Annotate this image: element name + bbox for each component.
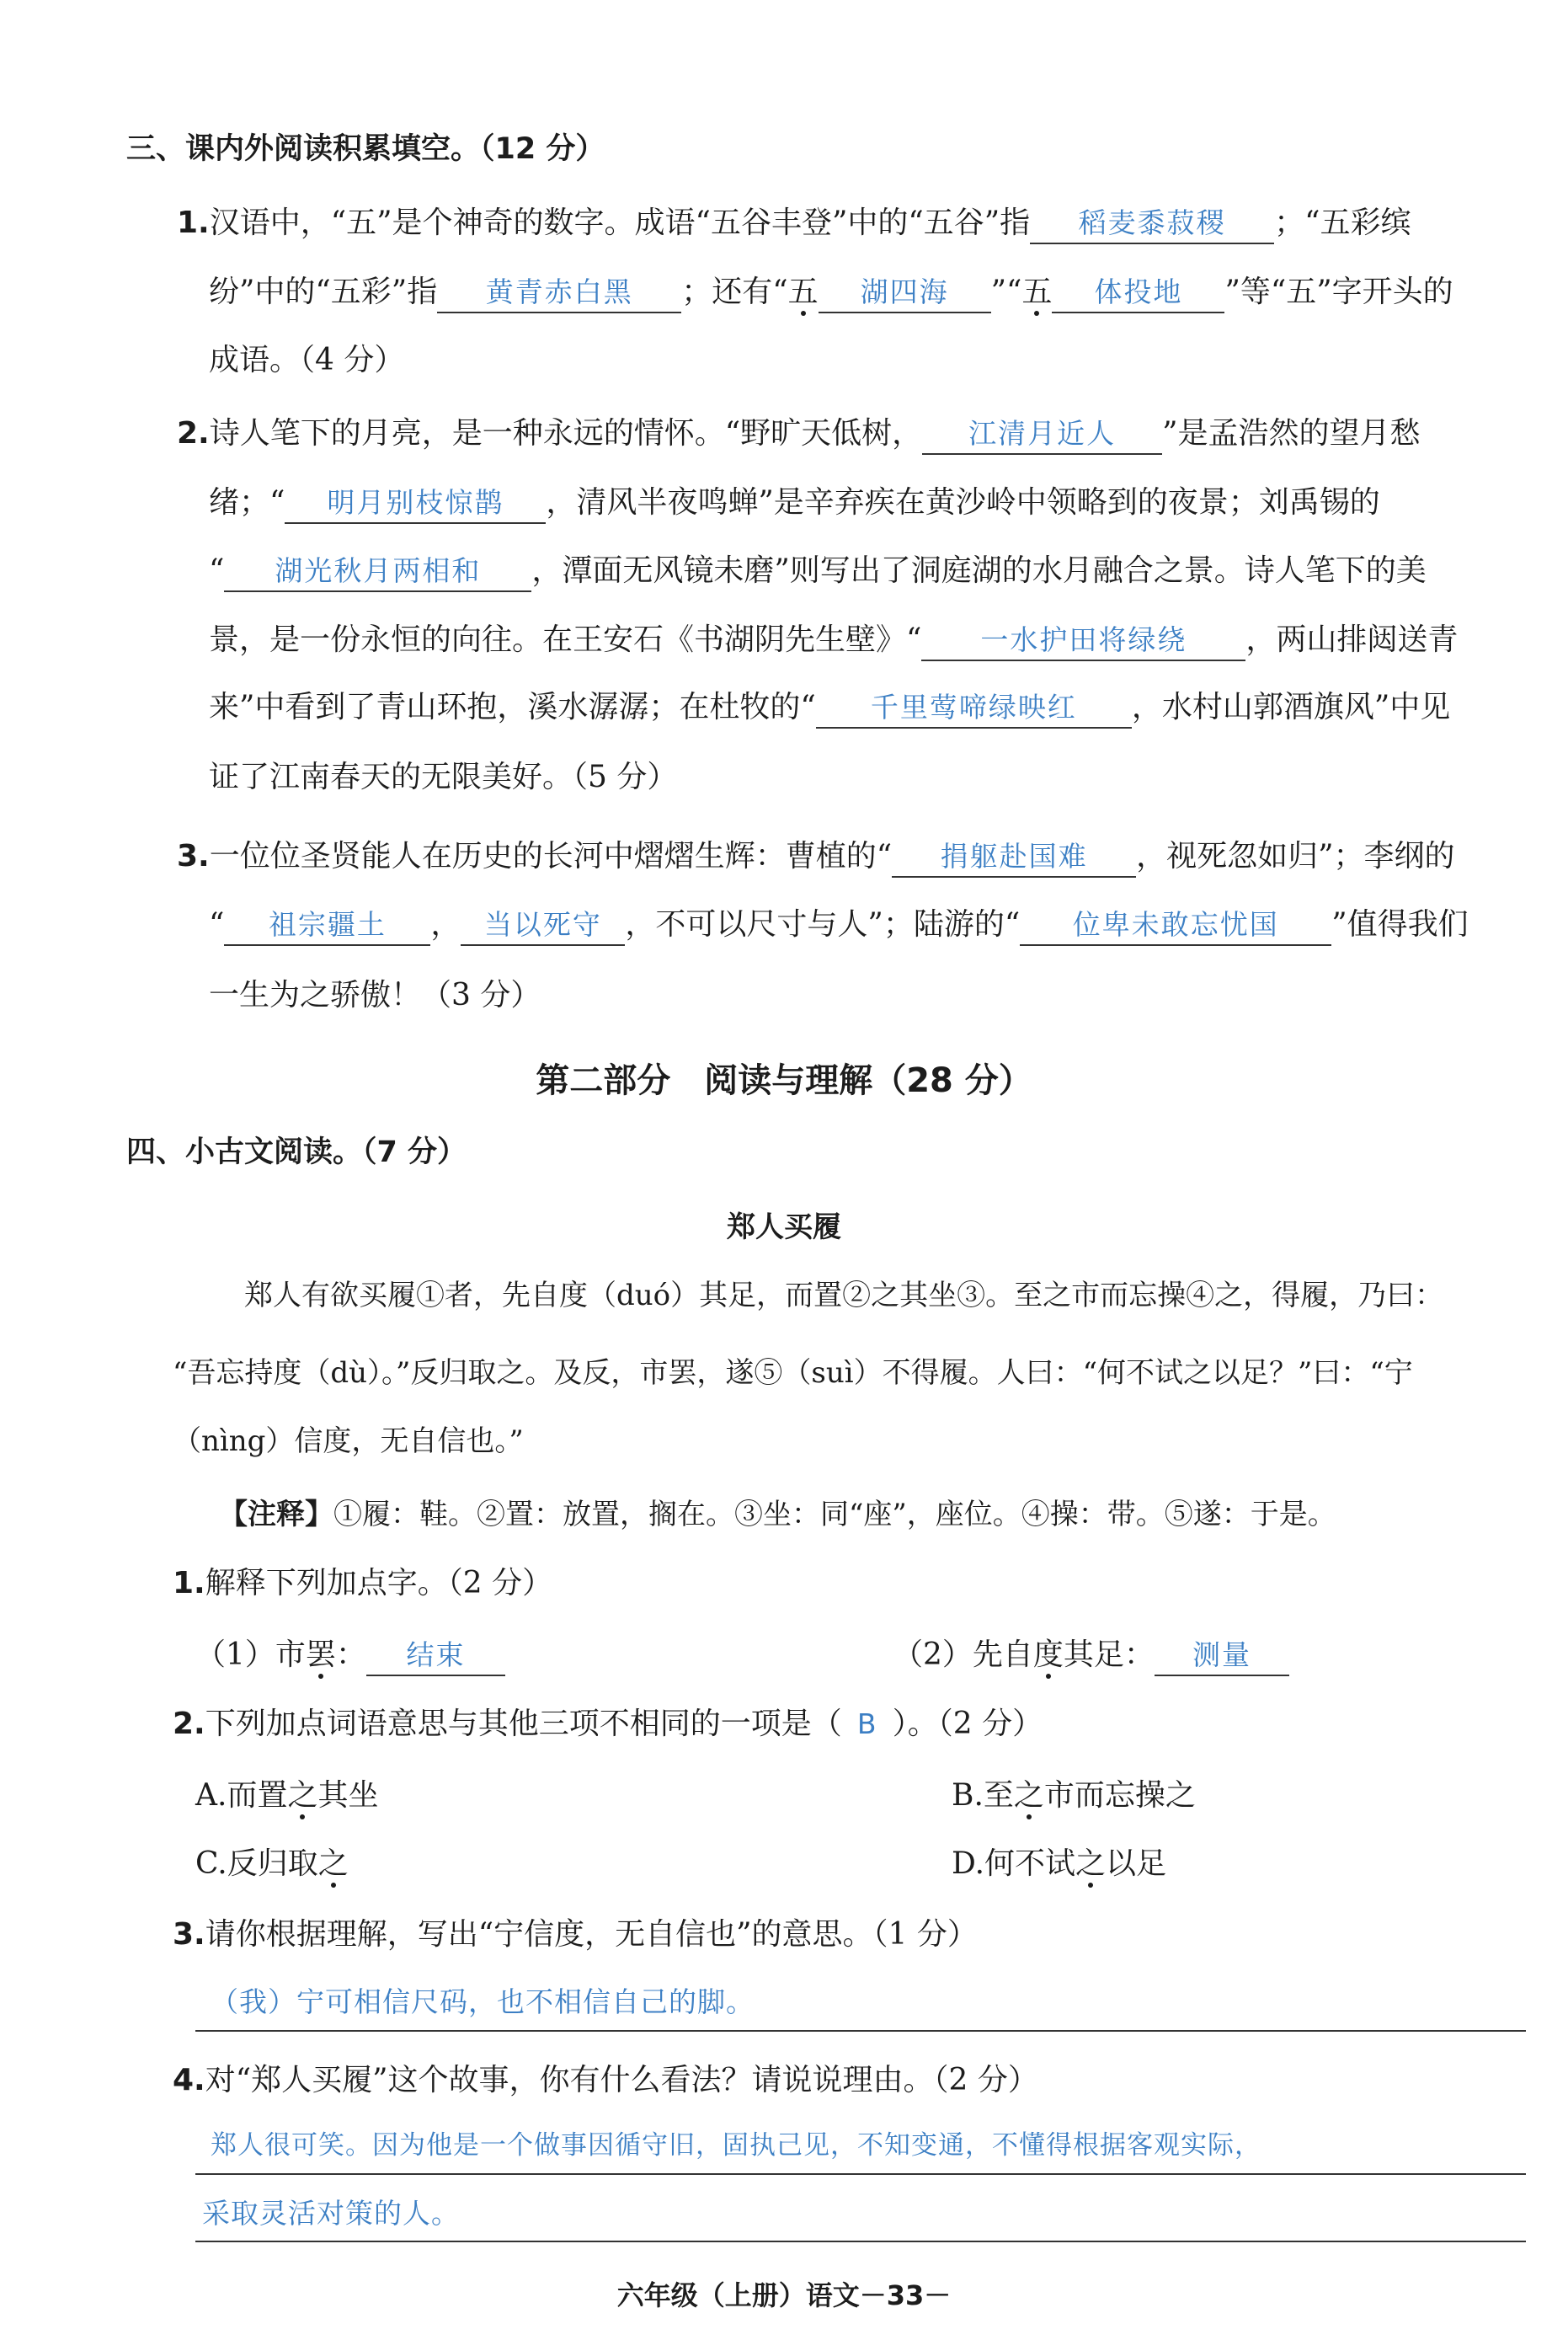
s4-q3-text: 请你根据理解，写出“宁信度，无自信也”的意思。（1 分） [205,1917,978,1952]
s3-q1-text: ；还有“ [681,275,788,309]
s3-q3-answer3: 当以死守 [461,906,625,946]
emphasis-dot-char: 之 [317,1846,349,1881]
s3-q1-line2 [209,271,1453,313]
s3-q1-answer3: 湖四海 [819,273,991,313]
s3-q3-answer2: 祖宗疆土 [224,906,430,946]
s4-q4-text: 对“郑人买履”这个故事，你有什么看法？请说说理由。（2 分） [205,2063,1038,2097]
s4-q1-text: 解释下列加点字。（2 分） [205,1566,553,1600]
s3-q3-text: ，不可以尺寸与人”；陆游的“ [625,907,1021,942]
option-text: D.何不试 [952,1846,1076,1881]
option-text: 以足 [1106,1846,1167,1881]
s3-q2-text: ，两山排闼送青 [1245,622,1459,657]
s3-q2-line5 [209,687,1450,729]
s3-q2-answer4: 一水护田将绿绕 [921,621,1245,661]
s4-q2-text: ）。（2 分） [892,1707,1043,1741]
s3-q2-text: ”是孟浩然的望月愁 [1162,416,1421,451]
page-footer: 六年级（上册）语文－33－ [616,2279,952,2311]
s4-q2-number: 2. [173,1707,205,1741]
s4-q1-line [173,1563,552,1605]
s3-q2-text: “ [209,553,225,588]
s4-q4-answer-line1: 郑人很可笑。因为他是一个做事因循守旧，固执己见，不知变通，不懂得根据客观实际， [211,2130,1261,2161]
notes [219,1493,1336,1536]
s4-q3-answer: （我）宁可相信尺码，也不相信自己的脚。 [211,1985,755,2018]
answer-underline [195,2241,1526,2242]
s4-q1-answer1: 结束 [366,1636,505,1676]
s3-q3-answer1: 捐躯赴国难 [892,837,1136,878]
s3-q3-line3: 一生为之骄傲！（3 分） [209,978,541,1012]
s4-q1-sub2-text: 其足： [1063,1637,1155,1672]
option-text: B.至 [952,1778,1014,1813]
emphasis-dot-char: 五 [1021,275,1053,309]
emphasis-dot-char: 罢 [305,1637,336,1672]
s3-q1-answer2: 黄青赤白黑 [437,273,681,313]
s3-q2-text: 来”中看到了青山环抱，溪水潺潺；在杜牧的“ [209,690,816,724]
s3-q3-line1 [177,836,1455,878]
s4-q1-sub2-text: （2）先自 [893,1637,1033,1672]
section4-title: 四、小古文阅读。（7 分） [126,1135,467,1169]
notes-label: 【注释】 [219,1498,333,1531]
s4-q2-option-a [195,1775,378,1817]
s3-q1-text: ；“五彩缤 [1274,206,1411,240]
s3-q2-line3 [209,550,1427,592]
s4-q2-text: 下列加点词语意思与其他三项不相同的一项是（ [205,1707,842,1741]
s3-q1-text: ”等“五”字开头的 [1224,275,1453,309]
s3-q3-line2 [209,904,1469,946]
s4-q1-sub1 [195,1634,505,1676]
passage-line3: （nìng）信度，无自信也。” [173,1424,524,1458]
option-text: 其坐 [317,1778,379,1813]
s3-q2-text: ，潭面无风镜未磨”则写出了洞庭湖的水月融合之景。诗人笔下的美 [531,553,1427,588]
s4-q3-line [173,1914,978,1956]
s3-q2-text: 绪；“ [209,485,285,520]
emphasis-dot-char: 之 [1013,1778,1044,1813]
s4-q2-option-b [952,1775,1196,1817]
s3-q3-text: ， [430,907,461,942]
s4-q4-line [173,2060,1038,2102]
s3-q2-text: ，清风半夜鸣蝉”是辛弃疾在黄沙岭中领略到的夜景；刘禹锡的 [546,485,1380,520]
answer-underline [195,2173,1526,2175]
s4-q1-sub1-text: （1）市 [195,1637,306,1672]
s3-q1-answer4: 体投地 [1052,273,1224,313]
s3-q1-number: 1. [177,206,210,240]
s3-q2-line6: 证了江南春天的无限美好。（5 分） [209,760,678,794]
s3-q3-text: ，视死忽如归”；李纲的 [1136,839,1455,873]
s3-q3-text: “ [209,907,225,942]
section3-title: 三、课内外阅读积累填空。（12 分） [126,132,605,166]
s4-q2-option-c [195,1843,349,1885]
passage-line1: 郑人有欲买履①者，先自度（duó）其足，而置②之其坐③。至之市而忘操④之，得履，乃曰： [244,1279,1444,1312]
passage-line2: “吾忘持度（dù）。”反归取之。及反，市罢，遂⑤（suì）不得履。人曰：“何不试之以足？”曰：“宁 [173,1356,1413,1390]
s4-q2-answer: B [856,1707,877,1740]
emphasis-dot-char: 度 [1032,1637,1064,1672]
s3-q2-answer1: 江清月近人 [922,414,1162,455]
part2-title: 第二部分 阅读与理解（28 分） [536,1061,1032,1100]
option-text: A.而置 [195,1778,288,1813]
s3-q2-text: 诗人笔下的月亮，是一种永远的情怀。“野旷天低树， [209,416,923,451]
s3-q2-number: 2. [177,416,210,451]
s3-q2-answer2: 明月别枝惊鹊 [285,483,546,524]
s3-q2-line2 [209,482,1380,524]
s3-q2-answer5: 千里莺啼绿映红 [816,688,1132,729]
s3-q1-text: 纷”中的“五彩”指 [209,275,438,309]
s3-q3-answer4: 位卑未敢忘忧国 [1020,906,1331,946]
s3-q3-text: 一位位圣贤能人在历史的长河中熠熠生辉：曹植的“ [209,839,893,873]
notes-text: ①履：鞋。②置：放置，搁在。③坐：同“座”，座位。④操：带。⑤遂：于是。 [333,1498,1336,1531]
s3-q2-line1 [177,413,1421,455]
s3-q2-answer3: 湖光秋月两相和 [224,552,531,592]
s3-q2-text: 景，是一份永恒的向往。在王安石《书湖阴先生壁》“ [209,622,922,657]
s4-q1-sub1-text: ： [335,1637,366,1672]
s3-q1-text: 汉语中，“五”是个神奇的数字。成语“五谷丰登”中的“五谷”指 [209,206,1031,240]
s4-q1-number: 1. [173,1566,205,1600]
s3-q3-text: ”值得我们 [1331,907,1469,942]
s3-q1-text: ”“ [990,275,1022,309]
passage-title: 郑人买履 [727,1210,841,1244]
s4-q1-sub2 [893,1634,1289,1676]
emphasis-dot-char: 之 [287,1778,318,1813]
s4-q2-line [173,1703,1043,1745]
s3-q3-number: 3. [177,839,210,873]
s3-q2-text: ，水村山郭酒旗风”中见 [1131,690,1451,724]
s4-q4-answer-line2: 采取灵活对策的人。 [202,2197,460,2230]
s4-q4-number: 4. [173,2063,205,2097]
s3-q1-line3: 成语。（4 分） [209,343,405,377]
emphasis-dot-char: 之 [1075,1846,1107,1881]
s3-q1-line1 [177,202,1411,244]
s3-q2-line4 [209,619,1458,661]
option-text: 市而忘操之 [1043,1778,1196,1813]
emphasis-dot-char: 五 [787,275,819,309]
s4-q1-answer2: 测量 [1155,1636,1289,1676]
s4-q3-number: 3. [173,1917,205,1952]
answer-underline [195,2030,1526,2032]
s3-q1-answer1: 稻麦黍菽稷 [1030,204,1274,244]
option-text: C.反归取 [195,1846,318,1881]
s4-q2-option-d [952,1843,1166,1885]
